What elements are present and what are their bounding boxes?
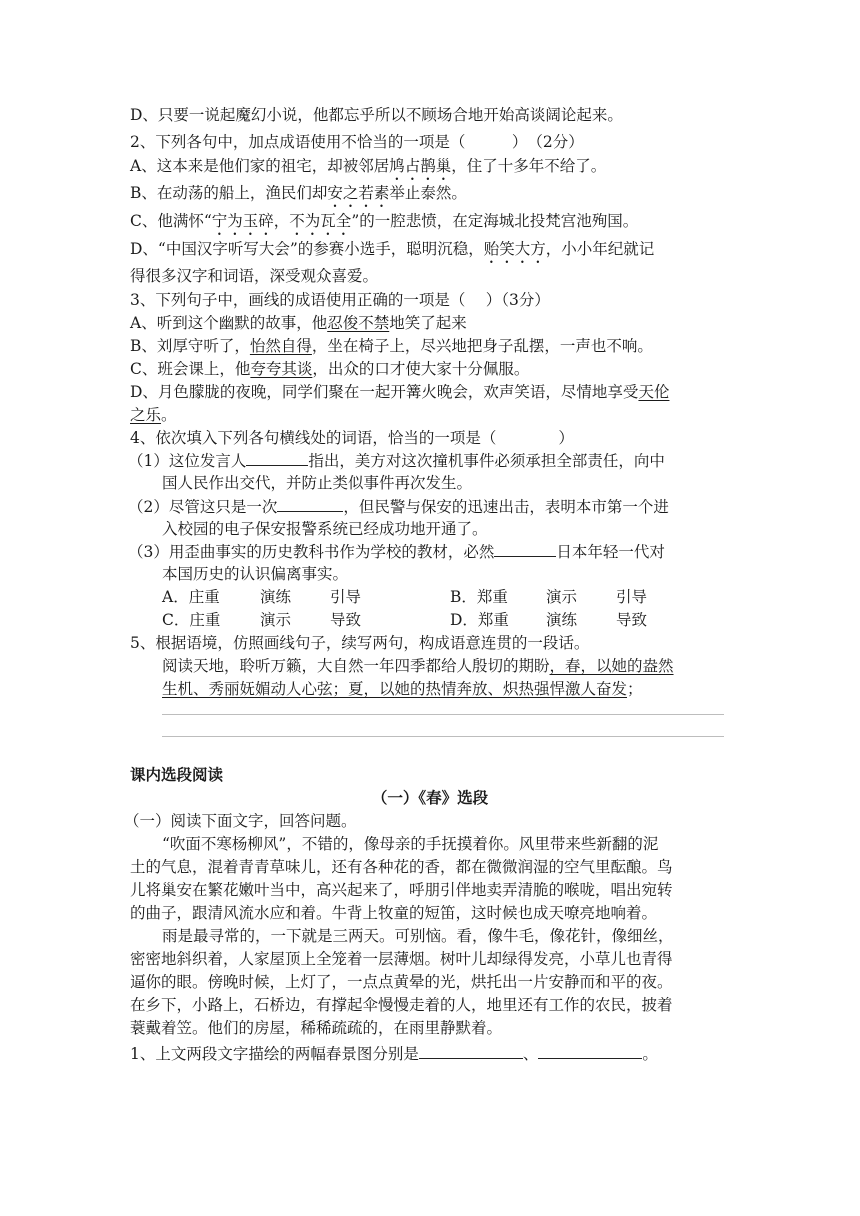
q2-b-text: B、在动荡的船上，渔民们却	[130, 184, 328, 202]
q4-s3-text: （3）用歪曲事实的历史教科书作为学校的教材，必然	[128, 543, 495, 561]
q2-c-idiom: 宁为玉碎，不为瓦全	[211, 212, 352, 230]
q2-c-text: C、他满怀“	[130, 212, 212, 230]
q4-s1-blank[interactable]	[246, 451, 308, 466]
passage-line: 逼你的眼。傍晚时候，上灯了，一点点黄晕的光，烘托出一片安静而和平的夜。	[130, 973, 673, 991]
q4-a-label: A．庄重	[162, 588, 220, 606]
q4-option-a[interactable]	[162, 586, 362, 608]
q3-option-a	[130, 312, 467, 334]
passage-line: 密密地斜织着，人家屋顶上全笼着一层薄烟。树叶儿却绿得发亮，小草儿也青得	[130, 950, 673, 968]
q3-b-text: B、刘厚守听了，	[130, 337, 250, 355]
q4-b-label: B．郑重	[450, 588, 508, 606]
passage-line: 在乡下，小路上，石桥边，有撑起伞慢慢走着的人，地里还有工作的农民，披着	[130, 996, 673, 1014]
passage-line: 的曲子，跟清风流水应和着。牛背上牧童的短笛，这时候也成天嘹亮地响着。	[130, 904, 658, 922]
q4-s2-text-end: ，但民警与保安的迅速出击，表明本市第一个进	[343, 498, 669, 516]
q5-context-text: 阅读天地，聆听万籁，大自然一年四季都给人殷切的期盼	[162, 657, 550, 675]
q5-context-line2	[162, 678, 643, 700]
q2-d-idiom: 贻笑大方	[483, 240, 546, 258]
q4-sentence-3-line2: 本国历史的认识偏离事实。	[162, 565, 349, 583]
reading-q1-blank-2[interactable]	[538, 1044, 642, 1059]
q2-option-b	[130, 182, 467, 211]
q3-c-idiom: 夸夸其谈	[250, 360, 313, 378]
q4-s1-text-end: 指出，美方对这次撞机事件必须承担全部责任，向中	[308, 452, 665, 470]
q4-sentence-2	[128, 496, 669, 518]
q3-stem: 3、下列句子中，画线的成语使用正确的一项是（ ）（3分）	[130, 291, 550, 309]
q3-a-idiom: 忍俊不禁	[327, 314, 390, 332]
passage-title: （一）《春》选段	[371, 788, 489, 807]
q4-s2-text: （2）尽管这只是一次	[128, 498, 278, 516]
q3-option-d-line2	[130, 404, 177, 426]
q4-b-word2: 演示	[546, 588, 578, 606]
q4-d-word2: 演练	[546, 611, 578, 629]
reading-question-1	[130, 1043, 658, 1065]
q5-answer-line-1[interactable]	[162, 714, 724, 715]
q4-s3-blank[interactable]	[494, 542, 556, 557]
q2-b-text-end: 举止泰然。	[389, 184, 467, 202]
q4-d-label: D．郑重	[450, 611, 509, 629]
q4-c-word3: 导致	[330, 611, 362, 629]
passage-line: 土的气息，混着青青草味儿，还有各种花的香，都在微微润湿的空气里酝酿。鸟	[130, 858, 673, 876]
q1-option-d: D、只要一说起魔幻小说，他都忘乎所以不顾场合地开始高谈阔论起来。	[130, 106, 623, 124]
q2-a-idiom: 鸠占鹊巢	[389, 157, 452, 175]
q4-s3-text-end: 日本年轻一代对	[556, 543, 665, 561]
q3-d-idiom-part1: 天伦	[638, 383, 670, 401]
q2-stem: 2、下列各句中，加点成语使用不恰当的一项是（ ） （2分）	[130, 133, 584, 151]
q4-sentence-1-line2: 国人民作出交代，并防止类似事件再次发生。	[162, 474, 473, 492]
q3-d-text-end: 。	[161, 406, 177, 424]
q4-a-word2: 演练	[260, 588, 292, 606]
passage-line: 蓑戴着笠。他们的房屋，稀稀疏疏的，在雨里静默着。	[130, 1019, 503, 1037]
reading-q1-separator: 、	[522, 1045, 539, 1063]
q4-s1-text: （1）这位发言人	[128, 452, 247, 470]
reading-q1-text: 1、上文两段文字描绘的两幅春景图分别是	[130, 1045, 419, 1063]
reading-q1-blank-1[interactable]	[419, 1044, 523, 1059]
q2-a-text-end: ，住了十多年不给了。	[451, 157, 607, 175]
q3-d-idiom-part2: 之乐	[130, 406, 162, 424]
q2-b-idiom: 安之若素	[327, 184, 390, 202]
q4-c-label: C．庄重	[162, 611, 221, 629]
q4-option-c[interactable]	[162, 609, 362, 631]
q5-context-text-end: ；	[627, 680, 643, 698]
q2-option-a	[130, 155, 606, 184]
passage-line: “吹面不寒杨柳风”，不错的，像母亲的手抚摸着你。风里带来些新翻的泥	[162, 835, 659, 853]
q5-context-line1	[162, 655, 674, 677]
q3-option-c	[130, 358, 529, 380]
q4-sentence-1	[128, 450, 665, 472]
q3-option-d	[130, 381, 669, 403]
q4-d-word3: 导致	[616, 611, 648, 629]
q2-option-d	[130, 238, 654, 267]
passage-instruction: （一）阅读下面文字，回答问题。	[124, 812, 357, 830]
q4-option-b[interactable]	[450, 586, 648, 608]
q2-option-c	[130, 210, 638, 239]
q5-model-sentence-part1: ，春，以她的盎然	[549, 657, 674, 675]
q2-option-d-line2: 得很多汉字和词语，深受观众喜爱。	[130, 267, 379, 285]
q5-model-sentence-part2: 生机、秀丽妩媚动人心弦；夏，以她的热情奔放、炽热强悍激人奋发	[162, 680, 628, 698]
q3-c-text-end: ，出众的口才使大家十分佩服。	[312, 360, 530, 378]
q3-b-idiom: 怡然自得	[249, 337, 312, 355]
q4-c-word2: 演示	[260, 611, 292, 629]
q5-answer-line-2[interactable]	[162, 736, 724, 737]
q4-a-word3: 引导	[330, 588, 362, 606]
q4-b-word3: 引导	[616, 588, 648, 606]
q3-d-text: D、月色朦胧的夜晚，同学们聚在一起开篝火晚会，欢声笑语，尽情地享受	[130, 383, 639, 401]
q3-a-text-end: 地笑了起来	[389, 314, 467, 332]
q2-c-text-end: ”的一腔悲愤，在定海城北投梵宫池殉国。	[351, 212, 639, 230]
reading-q1-text-end: 。	[642, 1045, 658, 1063]
q4-sentence-3	[128, 541, 665, 563]
q3-a-text: A、听到这个幽默的故事，他	[130, 314, 328, 332]
q5-stem: 5、根据语境，仿照画线句子，续写两句，构成语意连贯的一段话。	[130, 634, 590, 652]
q2-d-text: D、“中国汉字听写大会”的参赛小选手，聪明沉稳，	[130, 240, 484, 258]
section-title: 课内选段阅读	[130, 765, 224, 784]
q4-option-d[interactable]	[450, 609, 648, 631]
q2-a-text: A、这本来是他们家的祖宅，却被邻居	[130, 157, 390, 175]
q3-c-text: C、班会课上，他	[130, 360, 251, 378]
q3-option-b	[130, 335, 653, 357]
q3-b-text-end: ，坐在椅子上，尽兴地把身子乱摆，一声也不响。	[311, 337, 653, 355]
q4-sentence-2-line2: 入校园的电子保安报警系统已经成功地开通了。	[162, 520, 488, 538]
passage-line: 儿将巢安在繁花嫩叶当中，高兴起来了，呼朋引伴地卖弄清脆的喉咙，唱出宛转	[130, 881, 673, 899]
q4-s2-blank[interactable]	[277, 497, 343, 512]
passage-line: 雨是最寻常的，一下就是三两天。可别恼。看，像牛毛，像花针，像细丝，	[162, 927, 674, 945]
q2-d-text-end: ，小小年纪就记	[545, 240, 655, 258]
q4-stem: 4、依次填入下列各句横线处的词语，恰当的一项是（ ）	[130, 429, 574, 447]
